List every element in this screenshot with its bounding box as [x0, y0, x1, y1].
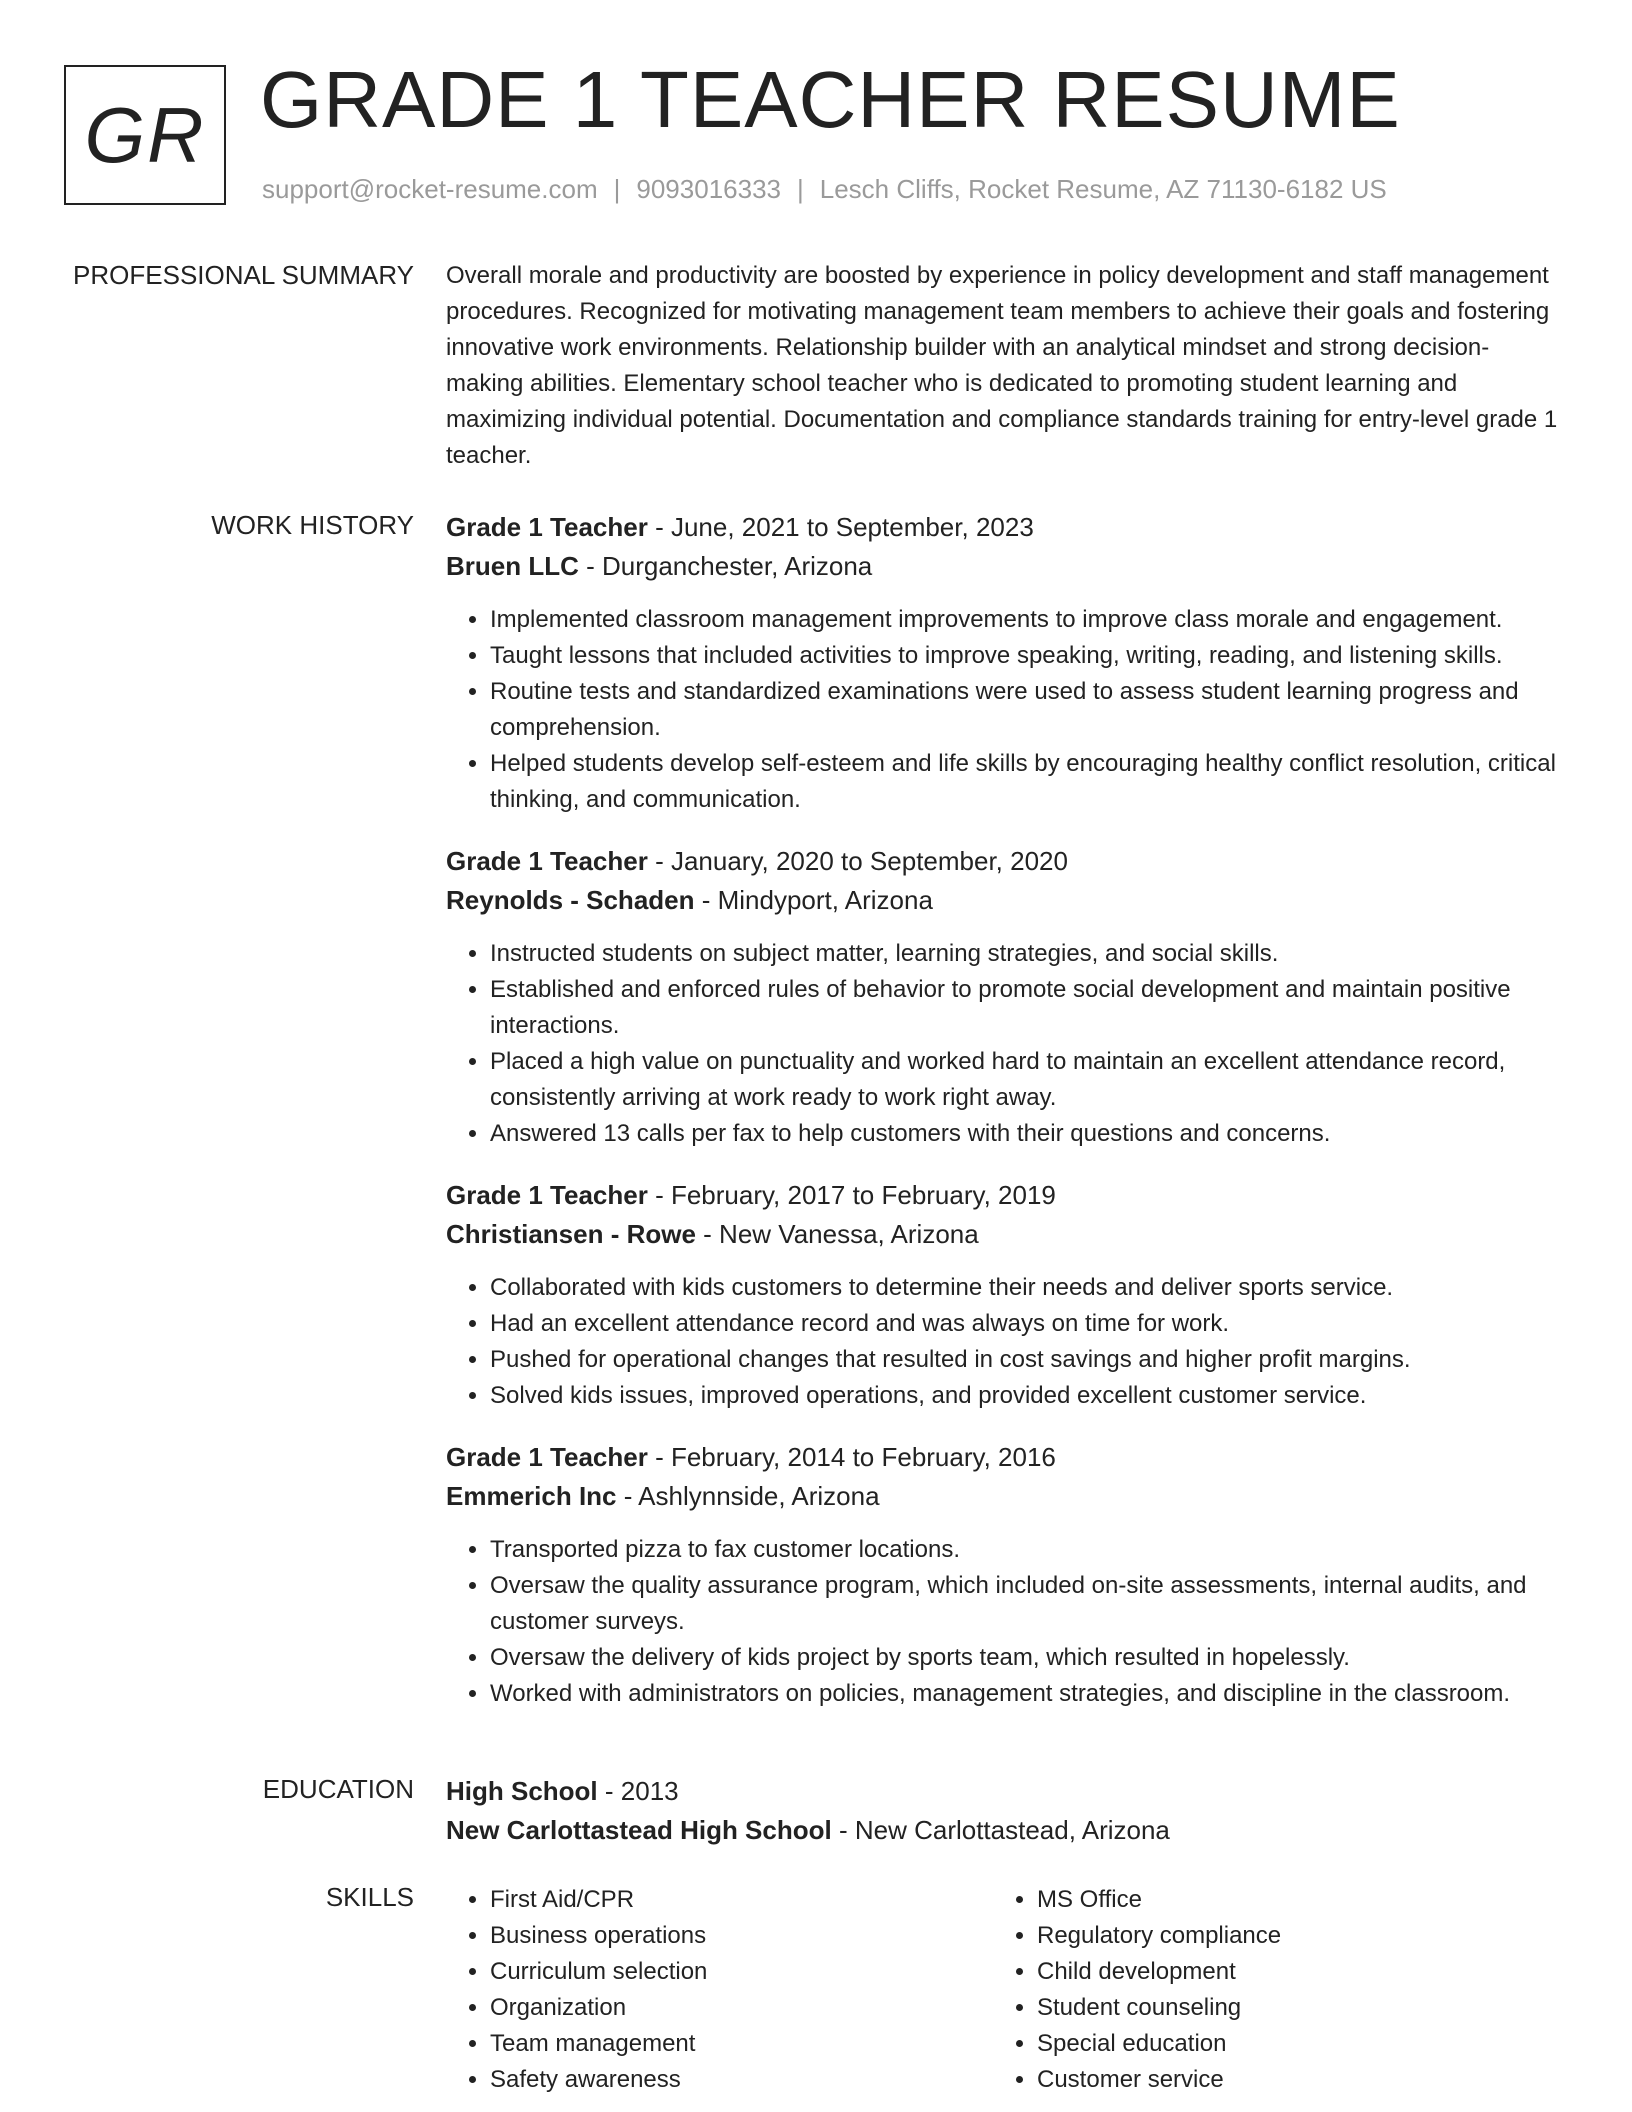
skill-item: • Special education — [1037, 2026, 1540, 2062]
job-company-line — [446, 547, 1560, 586]
education-degree: High School — [446, 1776, 598, 1806]
job-bullets — [446, 1532, 1560, 1712]
job-company-line — [446, 1477, 1560, 1516]
job-bullet: • Helped students develop self-esteem and life skills by encouraging healthy conflict resolution, critical thinking, and communication. — [490, 746, 1560, 818]
education-location: - New Carlottastead, Arizona — [831, 1815, 1170, 1845]
skill-item: • Customer service — [1037, 2062, 1540, 2098]
skill-item: • Curriculum selection — [490, 1954, 993, 1990]
job-bullet: • Oversaw the quality assurance program, which included on-site assessments, internal audits, and customer surveys. — [490, 1568, 1560, 1640]
job-location: - Ashlynnside, Arizona — [616, 1481, 880, 1511]
job-bullet: • Transported pizza to fax customer locations. — [490, 1532, 1560, 1568]
work-history-list — [446, 508, 1560, 1736]
job-title-line — [446, 508, 1560, 547]
contact-separator: | — [613, 174, 621, 204]
job-dates: - February, 2014 to February, 2016 — [647, 1442, 1056, 1472]
job-entry — [446, 508, 1560, 818]
education-year: - 2013 — [597, 1776, 679, 1806]
job-company: Emmerich Inc — [446, 1481, 617, 1511]
job-title-line — [446, 1438, 1560, 1477]
skill-item: • Regulatory compliance — [1037, 1918, 1540, 1954]
job-dates: - June, 2021 to September, 2023 — [647, 512, 1034, 542]
job-title: Grade 1 Teacher — [446, 1180, 648, 1210]
education-degree-line — [446, 1772, 1560, 1811]
job-bullet: • Pushed for operational changes that resulted in cost savings and higher profit margins. — [490, 1342, 1560, 1378]
skill-item: • Business operations — [490, 1918, 993, 1954]
contact-line — [262, 174, 1387, 205]
skill-item: • Safety awareness — [490, 2062, 993, 2098]
job-bullet: • Instructed students on subject matter, learning strategies, and social skills. — [490, 936, 1560, 972]
job-bullet: • Taught lessons that included activities to improve speaking, writing, reading, and listening skills. — [490, 638, 1560, 674]
job-company: Christiansen - Rowe — [446, 1219, 696, 1249]
section-label-education: EDUCATION — [262, 1774, 414, 1804]
contact-address: Lesch Cliffs, Rocket Resume, AZ 71130-6182 US — [819, 174, 1387, 204]
job-bullets — [446, 1270, 1560, 1414]
contact-email[interactable]: support@rocket-resume.com — [262, 174, 598, 204]
contact-separator: | — [797, 174, 804, 204]
job-dates: - February, 2017 to February, 2019 — [647, 1180, 1056, 1210]
skill-item: • Child development — [1037, 1954, 1540, 1990]
job-bullet: • Worked with administrators on policies, management strategies, and discipline in the classroom. — [490, 1676, 1560, 1712]
monogram-logo: GR — [64, 65, 226, 205]
job-bullet: • Answered 13 calls per fax to help customers with their questions and concerns. — [490, 1116, 1560, 1152]
contact-phone[interactable]: 9093016333 — [636, 174, 781, 204]
job-title-line — [446, 1176, 1560, 1215]
job-title: Grade 1 Teacher — [446, 1442, 648, 1472]
job-entry — [446, 1176, 1560, 1414]
job-company: Reynolds - Schaden — [446, 885, 695, 915]
job-location: - Durganchester, Arizona — [578, 551, 873, 581]
job-title: Grade 1 Teacher — [446, 846, 648, 876]
job-bullet: • Placed a high value on punctuality and worked hard to maintain an excellent attendance record, consistently arriving at work ready to work right away. — [490, 1044, 1560, 1116]
education-school: New Carlottastead High School — [446, 1815, 832, 1845]
section-label-summary: PROFESSIONAL SUMMARY — [73, 260, 414, 290]
skill-item: • Student counseling — [1037, 1990, 1540, 2026]
job-company: Bruen LLC — [446, 551, 579, 581]
job-company-line — [446, 881, 1560, 920]
job-bullet: • Oversaw the delivery of kids project by sports team, which resulted in hopelessly. — [490, 1640, 1560, 1676]
job-bullet: • Collaborated with kids customers to determine their needs and deliver sports service. — [490, 1270, 1560, 1306]
job-entry — [446, 1438, 1560, 1712]
job-company-line — [446, 1215, 1560, 1254]
job-title: Grade 1 Teacher — [446, 512, 648, 542]
job-bullets — [446, 602, 1560, 818]
skill-item: • MS Office — [1037, 1882, 1540, 1918]
skill-item: • First Aid/CPR — [490, 1882, 993, 1918]
section-label-work-history: WORK HISTORY — [211, 510, 414, 540]
job-bullet: • Routine tests and standardized examinations were used to assess student learning progress and comprehension. — [490, 674, 1560, 746]
job-title-line — [446, 842, 1560, 881]
job-dates: - January, 2020 to September, 2020 — [647, 846, 1068, 876]
summary-text: Overall morale and productivity are boosted by experience in policy development and staff management procedures. Recognized for motivating management team members to achieve their goals and fostering innovative work environments. Relationship builder with an analytical mindset and strong decision-making abilities. Elementary school teacher who is dedicated to promoting student learning and maximizing individual potential. Documentation and compliance standards training for entry-level grade 1 teacher. — [446, 262, 1558, 469]
job-bullet: • Solved kids issues, improved operations, and provided excellent customer service. — [490, 1378, 1560, 1414]
job-bullet: • Established and enforced rules of behavior to promote social development and maintain positive interactions. — [490, 972, 1560, 1044]
job-location: - New Vanessa, Arizona — [695, 1219, 979, 1249]
job-entry — [446, 842, 1560, 1152]
skill-item: • Organization — [490, 1990, 993, 2026]
job-bullet: • Had an excellent attendance record and was always on time for work. — [490, 1306, 1560, 1342]
education-school-line — [446, 1811, 1560, 1850]
resume-title: GRADE 1 TEACHER RESUME — [260, 55, 1401, 144]
section-label-skills: SKILLS — [325, 1882, 414, 1912]
skills-list-right — [993, 1882, 1540, 2098]
skills-list-left — [446, 1882, 993, 2098]
job-bullets — [446, 936, 1560, 1152]
skill-item: • Team management — [490, 2026, 993, 2062]
job-location: - Mindyport, Arizona — [694, 885, 933, 915]
job-bullet: • Implemented classroom management improvements to improve class morale and engagement. — [490, 602, 1560, 638]
